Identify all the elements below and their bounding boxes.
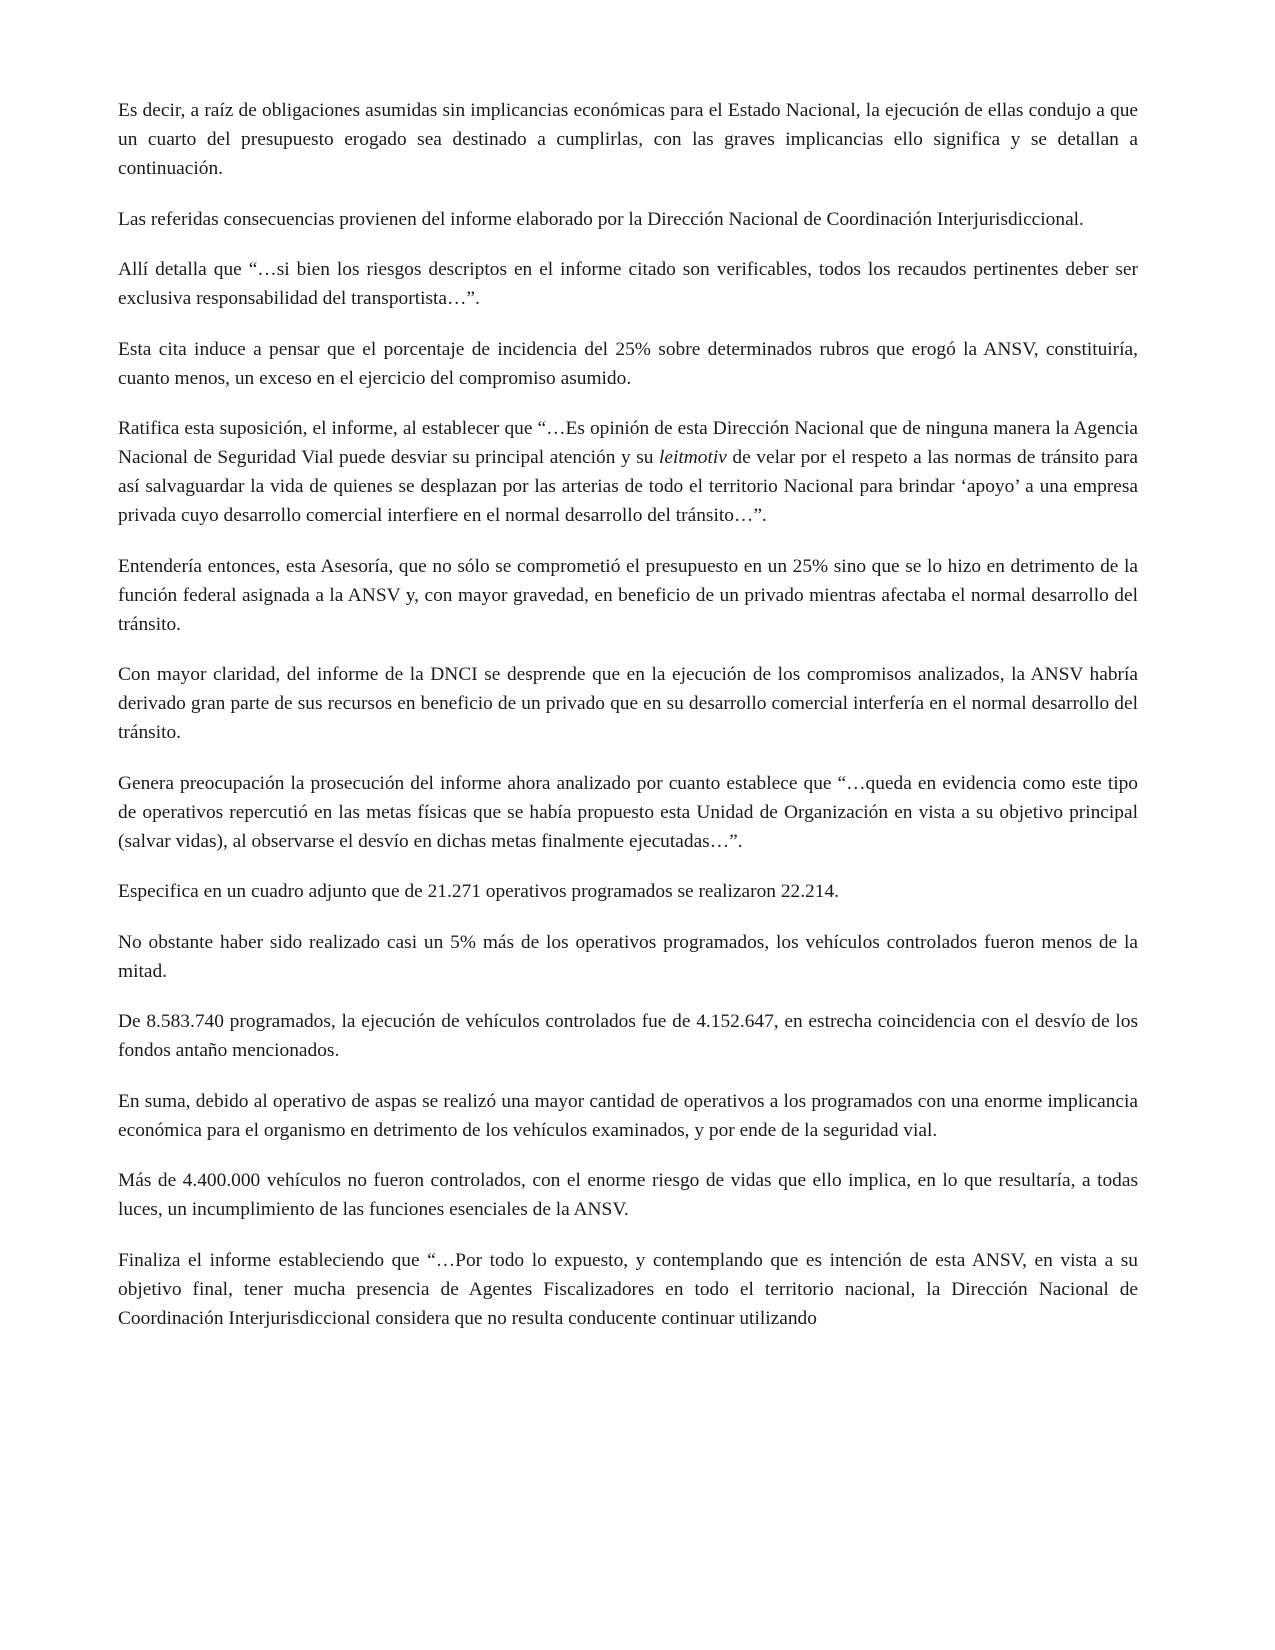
paragraph-operations-count: Especifica en un cuadro adjunto que de 21.271 operativos programados se realizaron 22.214. [118,881,839,902]
paragraph-vehicles-half: No obstante haber sido realizado casi un 5% más de los operativos programados, los vehículos controlados fueron menos de la mitad. [118,931,1138,982]
document-page [118,96,1138,1354]
paragraph-asesoria-understanding: Entendería entonces, esta Asesoría, que no sólo se comprometió el presupuesto en un 25% sino que se lo hizo en detrimento de la función federal asignada a la ANSV y, con mayor gravedad, en beneficio de un privado mientras afectaba el normal desarrollo del tránsito. [118,555,1138,635]
paragraph-vehicles-figures: De 8.583.740 programados, la ejecución de vehículos controlados fue de 4.152.647, en estrecha coincidencia con el desvío de los fondos antaño mencionados. [118,1011,1138,1061]
italic-term-leitmotiv: leitmotiv [659,447,727,468]
paragraph-report-source: Las referidas consecuencias provienen del informe elaborado por la Dirección Nacional de Coordinación Interjurisdiccional. [118,208,1084,230]
paragraph-dnci-clarity: Con mayor claridad, del informe de la DNCI se desprende que en la ejecución de los compromisos analizados, la ANSV habría derivado gran parte de sus recursos en beneficio de un privado que en su desarrollo comercial interfería en el normal desarrollo del tránsito. [118,664,1138,743]
paragraph-concern-goals: Genera preocupación la prosecución del informe ahora analizado por cuanto establece que “…queda en evidencia como este tipo de operativos repercutió en las metas físicas que se había propuesto esta Unidad de Organización en vista a su objetivo principal (salvar vidas), al observarse el desvío en dichas metas finalmente ejecutadas…”. [118,772,1138,852]
paragraph-uncontrolled-vehicles: Más de 4.400.000 vehículos no fueron controlados, con el enorme riesgo de vidas que ello implica, en lo que resultaría, a todas luces, un incumplimiento de las funciones esenciales de la ANSV. [118,1170,1138,1220]
paragraph-text-after-italic: de velar por el respeto a las normas de tránsito para así salvaguardar la vida de quienes se desplazan por las arterias de todo el territorio Nacional para brindar ‘apoyo’ a una empresa privada cuyo desarrollo comercial interfiere en el normal desarrollo del tránsito…”. [118,447,1138,526]
paragraph-summary: En suma, debido al operativo de aspas se realizó una mayor cantidad de operativos a los programados con una enorme implicancia económica para el organismo en detrimento de los vehículos examinados, y por ende de la seguridad vial. [118,1090,1138,1141]
paragraph-risks-quote: Allí detalla que “…si bien los riesgos descriptos en el informe citado son verificables, todos los recaudos pertinentes deber ser exclusiva responsabilidad del transportista…”. [118,259,1138,309]
paragraph-text-before-italic: Ratifica esta suposición, el informe, al establecer que “…Es opinión de esta Dirección Nacional que de ninguna manera la Agencia Nacional de Seguridad Vial puede desviar su principal atención y su [118,418,1138,468]
paragraph-25-percent: Esta cita induce a pensar que el porcentaje de incidencia del 25% sobre determinados rubros que erogó la ANSV, constituiría, cuanto menos, un exceso en el ejercicio del compromiso asumido. [118,338,1138,389]
paragraph-ratifies-opinion [118,414,1138,530]
paragraph-report-conclusion: Finaliza el informe estableciendo que “…Por todo lo expuesto, y contemplando que es intención de esta ANSV, en vista a su objetivo final, tener mucha presencia de Agentes Fiscalizadores en todo el territorio nacional, la Dirección Nacional de Coordinación Interjurisdiccional considera que no resulta conducente continuar utilizando [118,1249,1138,1329]
paragraph-budget-quarter: Es decir, a raíz de obligaciones asumidas sin implicancias económicas para el Estado Nacional, la ejecución de ellas condujo a que un cuarto del presupuesto erogado sea destinado a cumplirlas, con las graves implicancias ello significa y se detallan a continuación. [118,100,1138,179]
